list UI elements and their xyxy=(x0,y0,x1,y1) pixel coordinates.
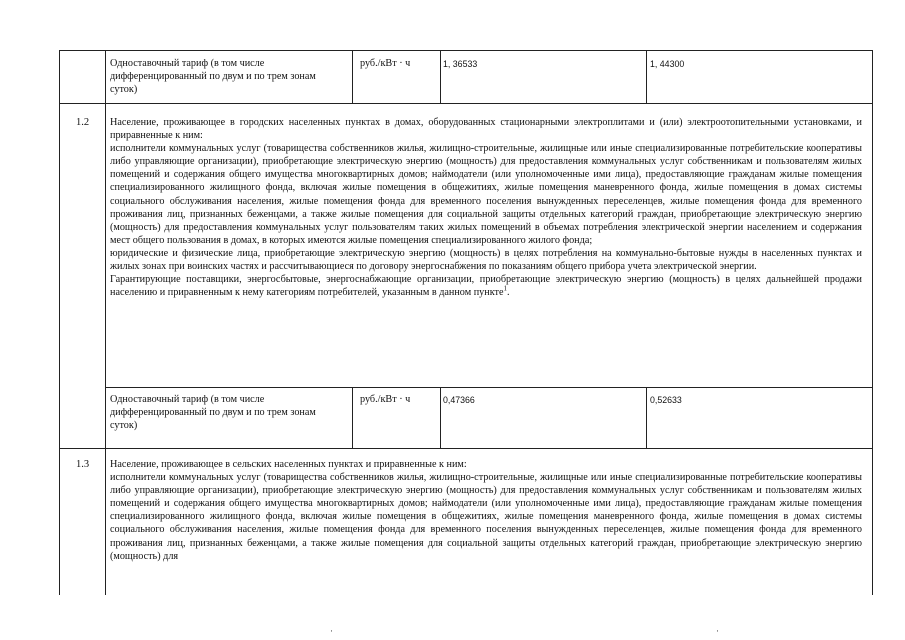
tariff-value-2: 0,52633 xyxy=(650,395,682,405)
paragraph: юридические и физические лица, приобретающие электрическую энергию (мощность) в целях потребления на коммунально-бытовые нужды в населенных пунктах и жилых зонах при воинских частях и рассчитывающиеся по договору энергоснабжения по показаниям общего прибора учета электрической энергии. xyxy=(110,247,862,273)
paragraph: Население, проживающее в городских населенных пунктах в домах, оборудованных стационарными электроплитами и (или) электроотопительными установками, и приравненные к ним: xyxy=(110,117,862,142)
scan-mark: · xyxy=(716,626,719,636)
tariff-name-cell xyxy=(110,57,342,96)
row-divider xyxy=(105,387,872,388)
column-divider xyxy=(105,103,106,448)
tariff-value-2: 1, 44300 xyxy=(650,59,685,69)
column-divider xyxy=(646,387,647,448)
tariff-name: Одноставочный тариф (в том числе дифференцированный по двум и по трем зонам суток) xyxy=(110,394,316,432)
tariff-value-1: 0,47366 xyxy=(443,395,475,405)
tariff-table xyxy=(59,50,873,595)
row-divider xyxy=(60,448,872,449)
paragraph: Гарантирующие поставщики, энергосбытовые, энергоснабжающие организации, приобретающие электрическую энергию (мощность) в целях дальнейшей продажи населению и приравненным к нему категориям потребителей, указанным в данном пункте$^1$. xyxy=(110,274,862,299)
column-divider xyxy=(352,51,353,103)
column-divider xyxy=(352,387,353,448)
paragraph: исполнители коммунальных услуг (товарищества собственников жилья, жилищно-строительные, жилищные или иные специализированные потребительские кооперативы либо управляющие организации), приобретающие электрическую энергию (мощность) для предоставления коммунальных услуг собственникам и пользователям жилых помещений и содержания общего имущества многоквартирных домов; наймодатели (или уполномоченные ими лица), предоставляющие гражданам жилые помещения специализированного жилищного фонда, включая жилые помещения в общежитиях, жилые помещения маневренного фонда, жилые помещения в домах системы социального обслуживания населения, жилые помещения фонда для временного поселения вынужденных переселенцев, жилые помещения фонда для временного проживания лиц, признанных беженцами, а также жилые помещения для социальной защиты отдельных категорий граждан, приобретающие электрическую энергию (мощность) для xyxy=(110,472,862,562)
row-description xyxy=(110,116,862,299)
column-divider xyxy=(105,448,106,595)
unit-cell xyxy=(360,57,440,70)
tariff-unit: руб./кВт · ч xyxy=(360,394,411,405)
row-divider xyxy=(60,103,872,104)
scan-mark: · xyxy=(330,626,333,636)
row-description xyxy=(110,458,862,563)
column-divider xyxy=(105,51,106,103)
tariff-unit: руб./кВт · ч xyxy=(360,58,411,69)
column-divider xyxy=(646,51,647,103)
unit-cell xyxy=(360,393,440,406)
row-number: 1.3 xyxy=(75,459,90,470)
paragraph: исполнители коммунальных услуг (товарищества собственников жилья, жилищно-строительные, жилищные или иные специализированные потребительские кооперативы либо управляющие организации), приобретающие электрическую энергию (мощность) для предоставления коммунальных услуг собственникам и пользователям жилых помещений и содержания общего имущества многоквартирных домов; наймодатели (или уполномоченные ими лица), предоставляющие гражданам жилые помещения специализированного жилищного фонда, включая жилые помещения в общежитиях, жилые помещения маневренного фонда, жилые помещения в домах системы социального обслуживания населения, жилые помещения фонда для временного поселения вынужденных переселенцев, жилые помещения фонда для временного проживания лиц, признанных беженцами, а также жилые помещения для социальной защиты отдельных категорий граждан, приобретающие электрическую энергию (мощность) для предоставления коммунальных услуг пользователям таких жилых помещений в объемах потребления электрической энергии населением и содержания мест общего пользования в домах, в которых имеются жилые помещения специализированного жилого фонда; xyxy=(110,143,862,246)
column-divider xyxy=(440,51,441,103)
paragraph: Население, проживающее в сельских населенных пунктах и приравненные к ним: xyxy=(110,459,467,470)
tariff-name-cell xyxy=(110,393,342,432)
tariff-name: Одноставочный тариф (в том числе дифференцированный по двум и по трем зонам суток) xyxy=(110,58,316,96)
tariff-value-1: 1, 36533 xyxy=(443,59,478,69)
row-number: 1.2 xyxy=(75,117,90,128)
footnote-mark: 1 xyxy=(503,284,507,293)
column-divider xyxy=(440,387,441,448)
